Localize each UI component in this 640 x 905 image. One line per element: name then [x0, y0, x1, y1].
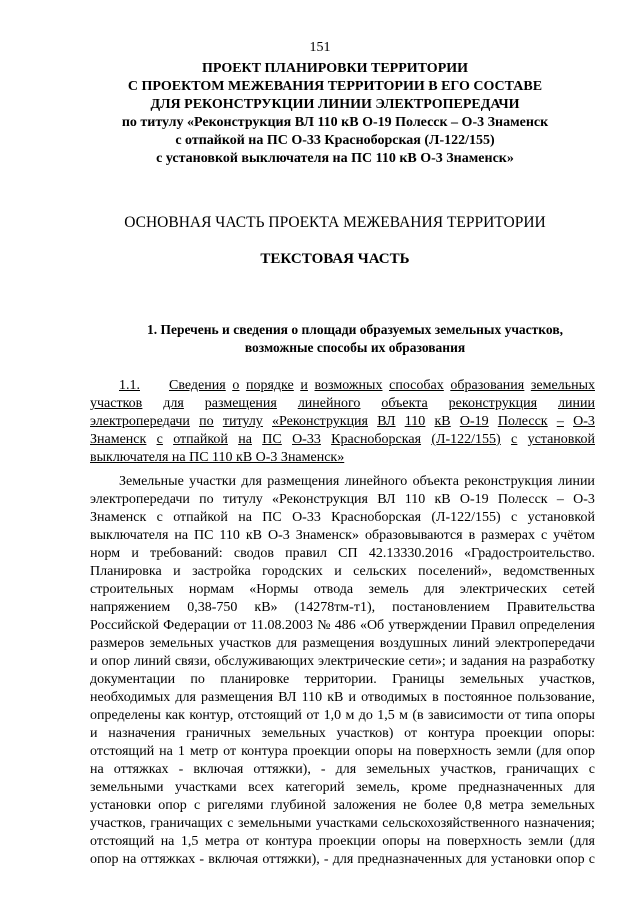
item-line	[119, 377, 595, 395]
body-line: и назначения граничных земельных участков) от контура проекции опоры:	[90, 726, 595, 741]
body-line: Земельные участки для размещения линейного объекта реконструкция линии	[119, 474, 595, 489]
body-line: документации по планировке территории. Границы земельных участков,	[90, 672, 595, 687]
title-line: ДЛЯ РЕКОНСТРУКЦИИ ЛИНИИ ЭЛЕКТРОПЕРЕДАЧИ	[150, 97, 520, 112]
body-line: необходимых для размещения ВЛ 110 кВ и отводимых в постоянное пользование,	[90, 690, 595, 705]
body-line: Планировка и застройка городских и сельских поселений», ведомственных	[90, 564, 595, 579]
item-1-1	[90, 377, 595, 467]
title-line: ПРОЕКТ ПЛАНИРОВКИ ТЕРРИТОРИИ	[201, 61, 469, 76]
item-line: выключателя на ПС 110 кВ О-3 Знаменск»	[90, 450, 345, 465]
body-line: Российской Федерации от 11.08.2003 № 486 «Об утверждении Правил определения	[90, 618, 595, 633]
body-line: опор на оттяжках - включая оттяжки), - для предназначенных для установки опор с	[90, 852, 595, 867]
item-line-text: Сведения о порядке и возможных способах образования земельных	[169, 378, 595, 393]
body-line: размеров земельных участков для размещения воздушных линий электропередачи	[90, 636, 595, 651]
item-line: участков для размещения линейного объекта реконструкция линии	[90, 396, 595, 411]
document-title	[100, 60, 570, 168]
body-line: участков, граничащих с земельными участками сельскохозяйственного назначения;	[90, 816, 595, 831]
body-line: земельными участками всех категорий земель, кроме предназначенных для	[90, 780, 595, 795]
body-line: и опор линий связи, обслуживающих электрические сети»; и задания на разработку	[90, 654, 595, 669]
body-line: Знаменск с отпайкой на ПС О-33 Красноборская (Л-122/155) с установкой	[90, 510, 595, 525]
section-title: ОСНОВНАЯ ЧАСТЬ ПРОЕКТА МЕЖЕВАНИЯ ТЕРРИТОРИИ	[124, 214, 546, 231]
body-line: норм и требований: сводов правил СП 42.13330.2016 «Градостроительство.	[90, 546, 595, 561]
body-line: электропередачи по титулу «Реконструкция ВЛ 110 кВ О-19 Полесск – О-3	[90, 492, 595, 507]
subsection-title	[120, 321, 590, 357]
body-line: напряжением 0,38-750 кВ» (14278тм-т1), постановлением Правительства	[90, 600, 595, 615]
body-line: на оттяжках - включая оттяжки), - для земельных участков, граничащих с	[90, 762, 595, 777]
body-paragraph	[90, 473, 595, 869]
title-line: с отпайкой на ПС О-33 Красноборская (Л-122/155)	[175, 133, 495, 148]
page-number: 151	[309, 40, 331, 55]
subsection-title-line: 1. Перечень и сведения о площади образуемых земельных участков,	[147, 322, 563, 337]
body-line: установки опор с ригелями глубиной заложения не более 0,8 метра земельных	[90, 798, 595, 813]
body-line: выключателя на ПС 110 кВ О-3 Знаменск» образовываются в размерах с учётом	[90, 528, 595, 543]
body-line: отстоящий на 1 метр от контура проекции опоры на поверхность земли (для опор	[90, 744, 595, 759]
text-part-title: ТЕКСТОВАЯ ЧАСТЬ	[260, 251, 410, 267]
item-line: электропередачи по титулу «Реконструкция ВЛ 110 кВ О-19 Полесск – О-3	[90, 414, 595, 429]
body-line: отстоящий на 1,5 метра от контура проекции опоры на поверхность земли (для	[90, 834, 595, 849]
body-line: строительных нормам «Нормы отвода земель для электрических сетей	[90, 582, 595, 597]
title-line: С ПРОЕКТОМ МЕЖЕВАНИЯ ТЕРРИТОРИИ В ЕГО СОСТАВЕ	[127, 79, 543, 94]
body-line: определены как контур, отстоящий от 1,0 м до 1,5 м (в зависимости от типа опоры	[90, 708, 595, 723]
item-number: 1.1.	[119, 378, 140, 393]
item-line: Знаменск с отпайкой на ПС О-33 Красноборская (Л-122/155) с установкой	[90, 432, 595, 447]
title-line: по титулу «Реконструкция ВЛ 110 кВ О-19 Полесск – О-3 Знаменск	[121, 115, 549, 130]
title-line: с установкой выключателя на ПС 110 кВ О-3 Знаменск»	[156, 151, 514, 166]
subsection-title-line: возможные способы их образования	[244, 340, 466, 355]
